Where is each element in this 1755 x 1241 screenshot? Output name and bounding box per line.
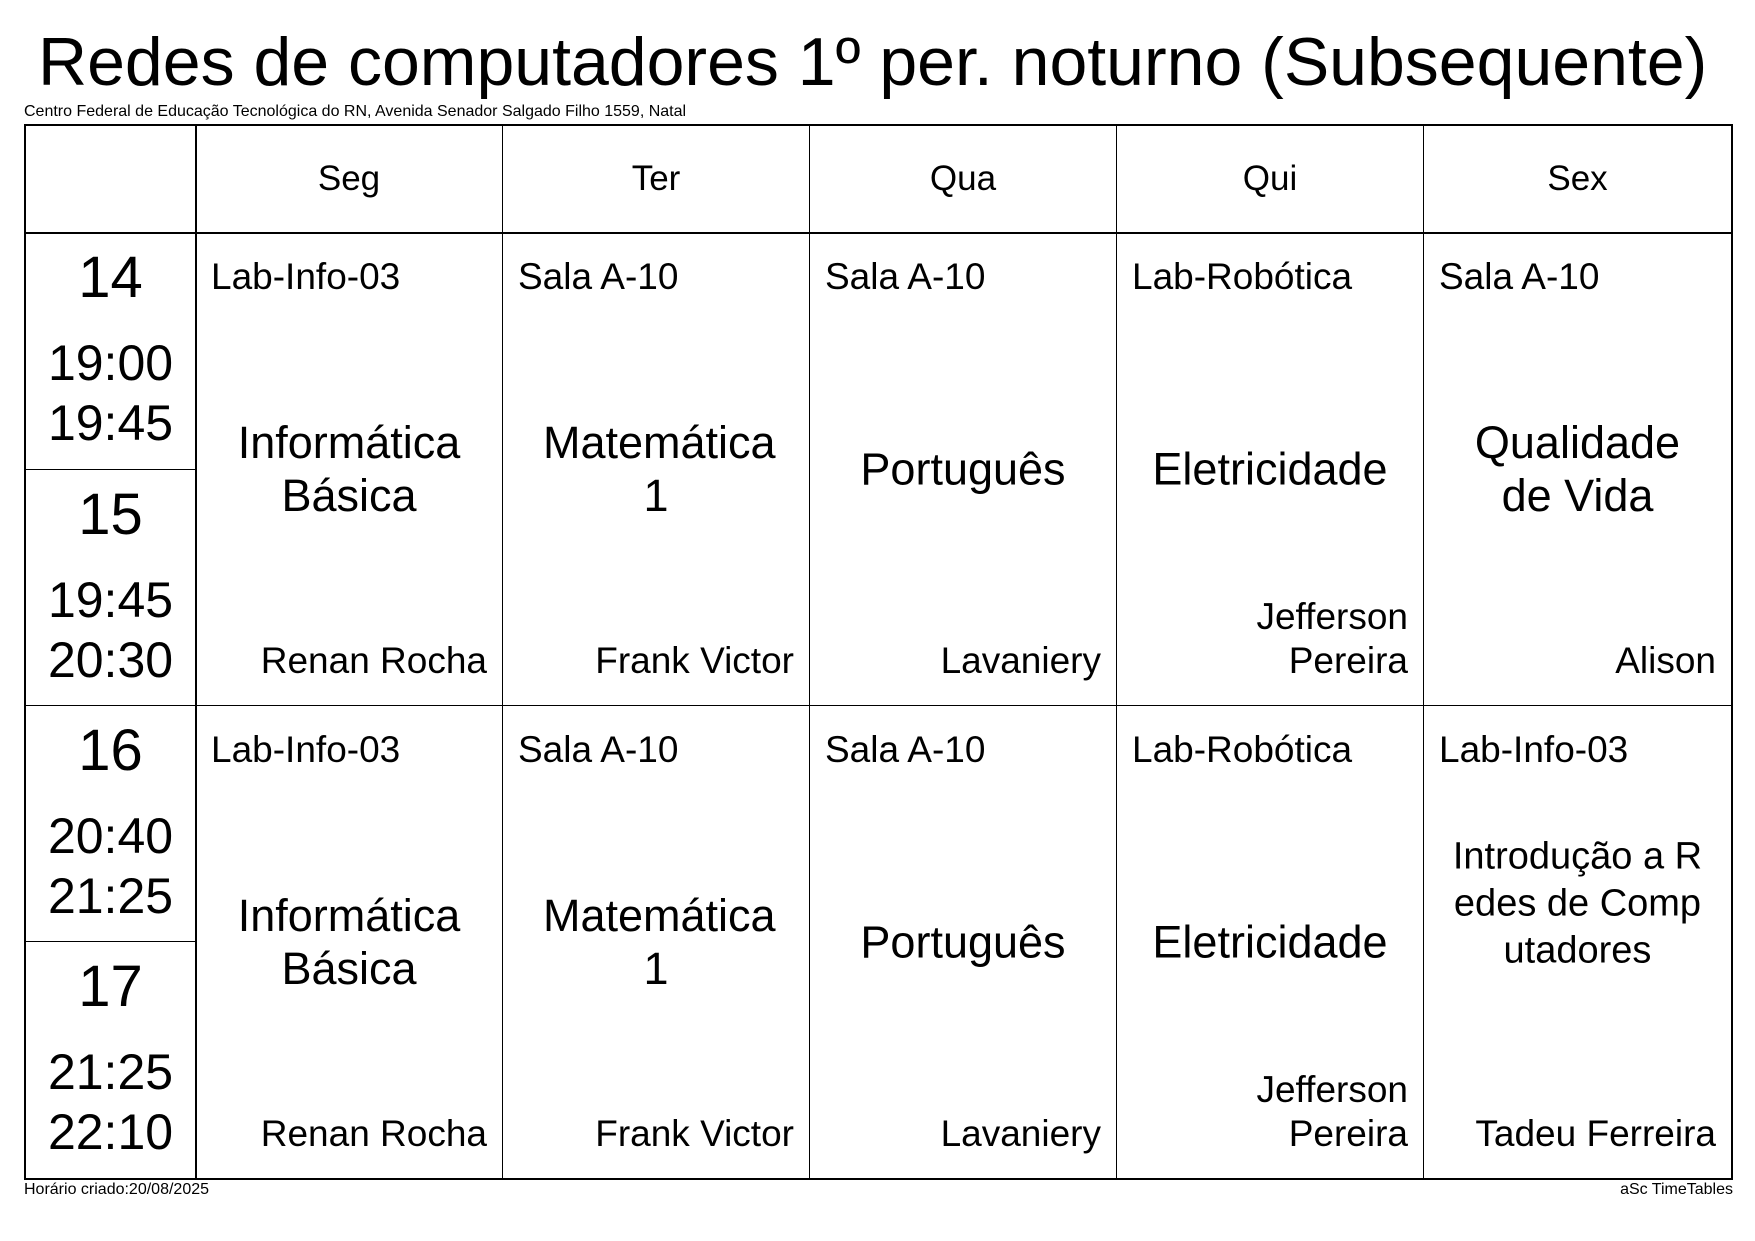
lesson-room: Lab-Robótica (1132, 256, 1353, 297)
lesson-subject: Eletricidade (1152, 443, 1388, 495)
lesson-subject: Eletricidade (1152, 916, 1388, 968)
period-end: 22:10 (47, 1104, 174, 1160)
lesson-teacher: Jefferson Pereira (1256, 596, 1408, 681)
lesson-subject: Qualidade de Vida (1474, 417, 1681, 521)
period-start: 19:45 (47, 572, 174, 628)
software-credit: aSc TimeTables (1620, 1181, 1733, 1198)
lesson-subject: Matemática 1 (543, 890, 776, 994)
period-number: 16 (78, 718, 143, 783)
lesson-room: Sala A-10 (518, 729, 679, 770)
lesson-subject: Informática Básica (237, 890, 461, 994)
lesson-teacher: Lavaniery (940, 640, 1101, 681)
lesson-room: Sala A-10 (1439, 256, 1600, 297)
period-time (26, 570, 195, 690)
lesson-subject: Introdução a Redes de Computadores (1452, 835, 1703, 972)
page-title: Redes de computadores 1º per. noturno (Subsequente) (38, 24, 1708, 100)
lesson-teacher: Renan Rocha (260, 1113, 487, 1154)
period-17 (26, 942, 195, 1178)
institution-address: Centro Federal de Educação Tecnológica do RN, Avenida Senador Salgado Filho 1559, Natal (24, 103, 687, 120)
lesson-cell[interactable] (1117, 706, 1423, 1178)
lesson-cell[interactable] (1117, 233, 1423, 705)
period-16 (26, 706, 195, 941)
period-number: 15 (78, 482, 143, 547)
lesson-teacher: Tadeu Ferreira (1475, 1113, 1716, 1154)
day-header-seg: Seg (317, 159, 381, 198)
period-number: 14 (78, 245, 143, 310)
period-14 (26, 233, 195, 469)
period-start: 20:40 (47, 808, 174, 864)
lesson-room: Sala A-10 (518, 256, 679, 297)
lesson-cell[interactable] (503, 233, 809, 705)
lesson-teacher: Frank Victor (595, 640, 794, 681)
lesson-room: Lab-Info-03 (211, 729, 401, 770)
period-15 (26, 470, 195, 705)
created-date: Horário criado:20/08/2025 (24, 1181, 210, 1198)
lesson-room: Lab-Info-03 (1439, 729, 1629, 770)
period-start: 21:25 (47, 1044, 174, 1100)
lesson-teacher: Frank Victor (595, 1113, 794, 1154)
lesson-teacher: Lavaniery (940, 1113, 1101, 1154)
lesson-cell[interactable] (196, 706, 502, 1178)
lesson-room: Lab-Info-03 (211, 256, 401, 297)
lesson-subject: Informática Básica (237, 417, 461, 521)
period-start: 19:00 (47, 335, 174, 391)
lesson-cell[interactable] (503, 706, 809, 1178)
lesson-teacher: Alison (1615, 640, 1716, 681)
period-time (26, 806, 195, 926)
lesson-cell[interactable] (196, 233, 502, 705)
period-time (26, 333, 195, 453)
timetable-grid (24, 124, 1733, 1180)
day-header-ter: Ter (631, 159, 681, 198)
lesson-room: Sala A-10 (825, 256, 986, 297)
lesson-teacher: Renan Rocha (260, 640, 487, 681)
lesson-subject: Português (860, 443, 1066, 495)
day-header-qui: Qui (1242, 159, 1298, 198)
lesson-subject: Matemática 1 (543, 417, 776, 521)
period-end: 19:45 (47, 395, 174, 451)
lesson-cell[interactable] (810, 233, 1116, 705)
lesson-room: Lab-Robótica (1132, 729, 1353, 770)
lesson-room: Sala A-10 (825, 729, 986, 770)
period-number: 17 (78, 954, 143, 1019)
lesson-teacher: Jefferson Pereira (1256, 1069, 1408, 1154)
lesson-cell[interactable] (810, 706, 1116, 1178)
period-end: 20:30 (47, 632, 174, 688)
lesson-subject: Português (860, 916, 1066, 968)
day-header-qua: Qua (929, 159, 997, 198)
lesson-cell[interactable] (1424, 233, 1731, 705)
period-time (26, 1042, 195, 1162)
lesson-cell[interactable] (1424, 706, 1731, 1178)
period-end: 21:25 (47, 868, 174, 924)
day-header-sex: Sex (1547, 159, 1608, 198)
